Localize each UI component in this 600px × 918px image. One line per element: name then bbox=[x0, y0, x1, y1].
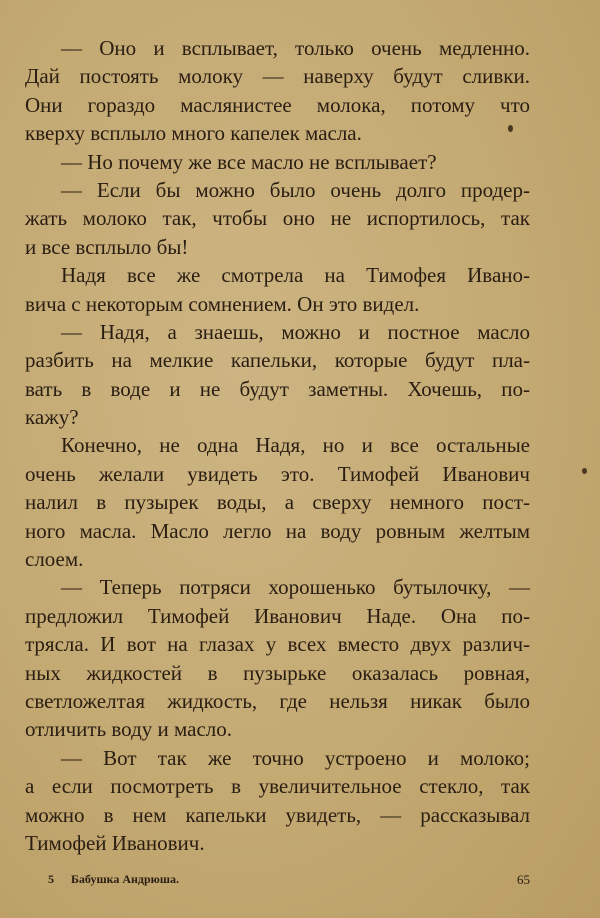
text-line: отличить воду и масло. bbox=[25, 717, 233, 742]
text-line: — Если бы можно было очень долго продер- bbox=[61, 177, 530, 202]
paragraph bbox=[25, 34, 530, 148]
page-footer bbox=[48, 872, 530, 887]
text-line: Дай постоять молоку — наверху будут сливки. bbox=[25, 64, 530, 89]
text-line: Тимофей Иванович. bbox=[25, 830, 205, 855]
text-line: — Но почему же все масло не всплывает? bbox=[61, 149, 437, 174]
page-body-text bbox=[25, 34, 530, 857]
text-line: — Теперь потряси хорошенько бутылочку, — bbox=[61, 575, 530, 600]
text-line: можно в нем капельки увидеть, — рассказывал bbox=[25, 802, 530, 827]
text-line: слоем. bbox=[25, 547, 84, 572]
paragraph bbox=[25, 148, 530, 176]
page-number: 65 bbox=[517, 872, 530, 887]
text-line: Надя все же смотрела на Тимофея Ивано- bbox=[61, 263, 530, 288]
text-line: ного масла. Масло легло на воду ровным желтым bbox=[25, 518, 530, 543]
text-line: налил в пузырек воды, а сверху немного пост- bbox=[25, 490, 530, 515]
paragraph bbox=[25, 176, 530, 261]
text-line: Они гораздо маслянистее молока, потому что bbox=[25, 92, 530, 117]
text-line: и все всплыло бы! bbox=[25, 234, 189, 259]
book-title: Бабушка Андрюша. bbox=[71, 872, 179, 886]
paragraph bbox=[25, 573, 530, 743]
paper-stain bbox=[508, 125, 513, 132]
text-line: кверху всплыло много капелек масла. bbox=[25, 121, 362, 146]
text-line: разбить на мелкие капельки, которые будут пла- bbox=[25, 348, 530, 373]
text-line: Конечно, не одна Надя, но и все остальные bbox=[61, 433, 530, 458]
paragraph bbox=[25, 744, 530, 858]
printer-signature-mark: 5 bbox=[48, 872, 54, 886]
text-line: кажу? bbox=[25, 405, 79, 430]
text-line: — Надя, а знаешь, можно и постное масло bbox=[61, 319, 530, 344]
text-line: а если посмотреть в увеличительное стекло, так bbox=[25, 774, 530, 799]
paragraph bbox=[25, 431, 530, 573]
text-line: очень желали увидеть это. Тимофей Иванович bbox=[25, 461, 530, 486]
paragraph bbox=[25, 261, 530, 318]
text-line: светложелтая жидкость, где нельзя никак было bbox=[25, 688, 530, 713]
text-line: трясла. И вот на глазах у всех вместо двух различ- bbox=[25, 632, 530, 657]
text-line: предложил Тимофей Иванович Наде. Она по- bbox=[25, 603, 530, 628]
text-line: вича с некоторым сомнением. Он это видел. bbox=[25, 291, 420, 316]
paragraph bbox=[25, 318, 530, 432]
text-line: вать в воде и не будут заметны. Хочешь, по- bbox=[25, 376, 530, 401]
paper-stain bbox=[582, 468, 587, 474]
text-line: жать молоко так, чтобы оно не испортилось, так bbox=[25, 206, 530, 231]
text-line: — Вот так же точно устроено и молоко; bbox=[61, 745, 530, 770]
text-line: ных жидкостей в пузырьке оказалась ровная, bbox=[25, 660, 530, 685]
text-line: — Оно и всплывает, только очень медленно. bbox=[61, 36, 530, 60]
